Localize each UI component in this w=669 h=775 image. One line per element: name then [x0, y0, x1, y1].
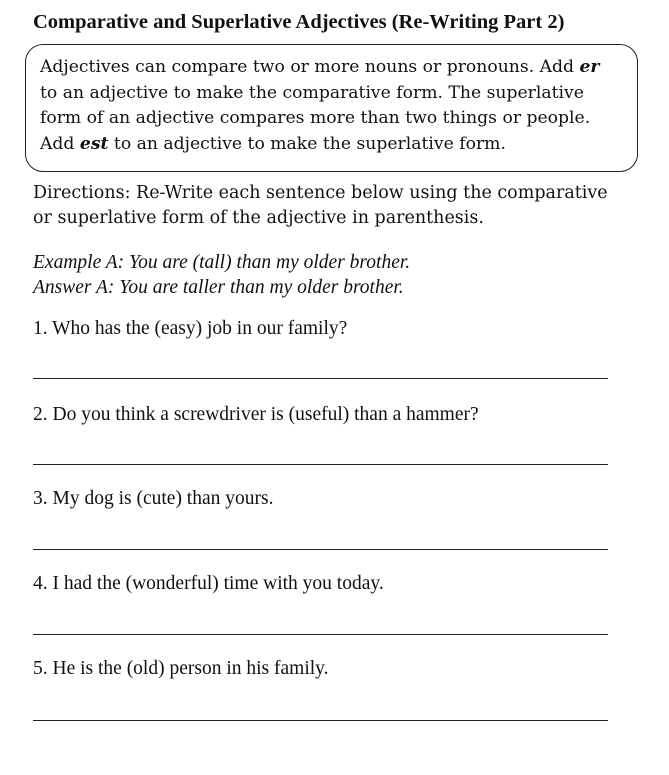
- answer-line-4[interactable]: [33, 634, 608, 635]
- question-5: 5. He is the (old) person in his family.: [33, 658, 329, 679]
- directions-line-1: Directions: Re-Write each sentence below using the comparative: [33, 183, 608, 203]
- intro-text: [40, 55, 630, 157]
- intro-line-4: Add est to an adjective to make the superlative form.: [40, 133, 506, 154]
- answer-line-5[interactable]: [33, 720, 608, 721]
- question-1: 1. Who has the (easy) job in our family?: [33, 318, 348, 339]
- question-3: 3. My dog is (cute) than yours.: [33, 488, 274, 509]
- worksheet-title: Comparative and Superlative Adjectives (Re-Writing Part 2): [33, 11, 565, 33]
- intro-em-er: er: [579, 57, 600, 77]
- question-4: 4. I had the (wonderful) time with you today.: [33, 573, 384, 594]
- intro-em-est: est: [79, 133, 109, 154]
- intro-line-3: form of an adjective compares more than two things or people.: [40, 108, 591, 128]
- directions-line-2: or superlative form of the adjective in parenthesis.: [33, 208, 484, 228]
- intro-line-2: to an adjective to make the comparative form. The superlative: [40, 82, 584, 103]
- answer-line-2[interactable]: [33, 464, 608, 465]
- example-block: [33, 250, 410, 300]
- question-2: 2. Do you think a screwdriver is (useful) than a hammer?: [33, 404, 479, 425]
- example-question: Example A: You are (tall) than my older brother.: [33, 252, 411, 273]
- example-answer: Answer A: You are taller than my older brother.: [33, 277, 404, 298]
- directions: [33, 181, 633, 231]
- answer-line-3[interactable]: [33, 549, 608, 550]
- intro-line-1: Adjectives can compare two or more nouns or pronouns. Add er: [40, 57, 600, 77]
- answer-line-1[interactable]: [33, 378, 608, 379]
